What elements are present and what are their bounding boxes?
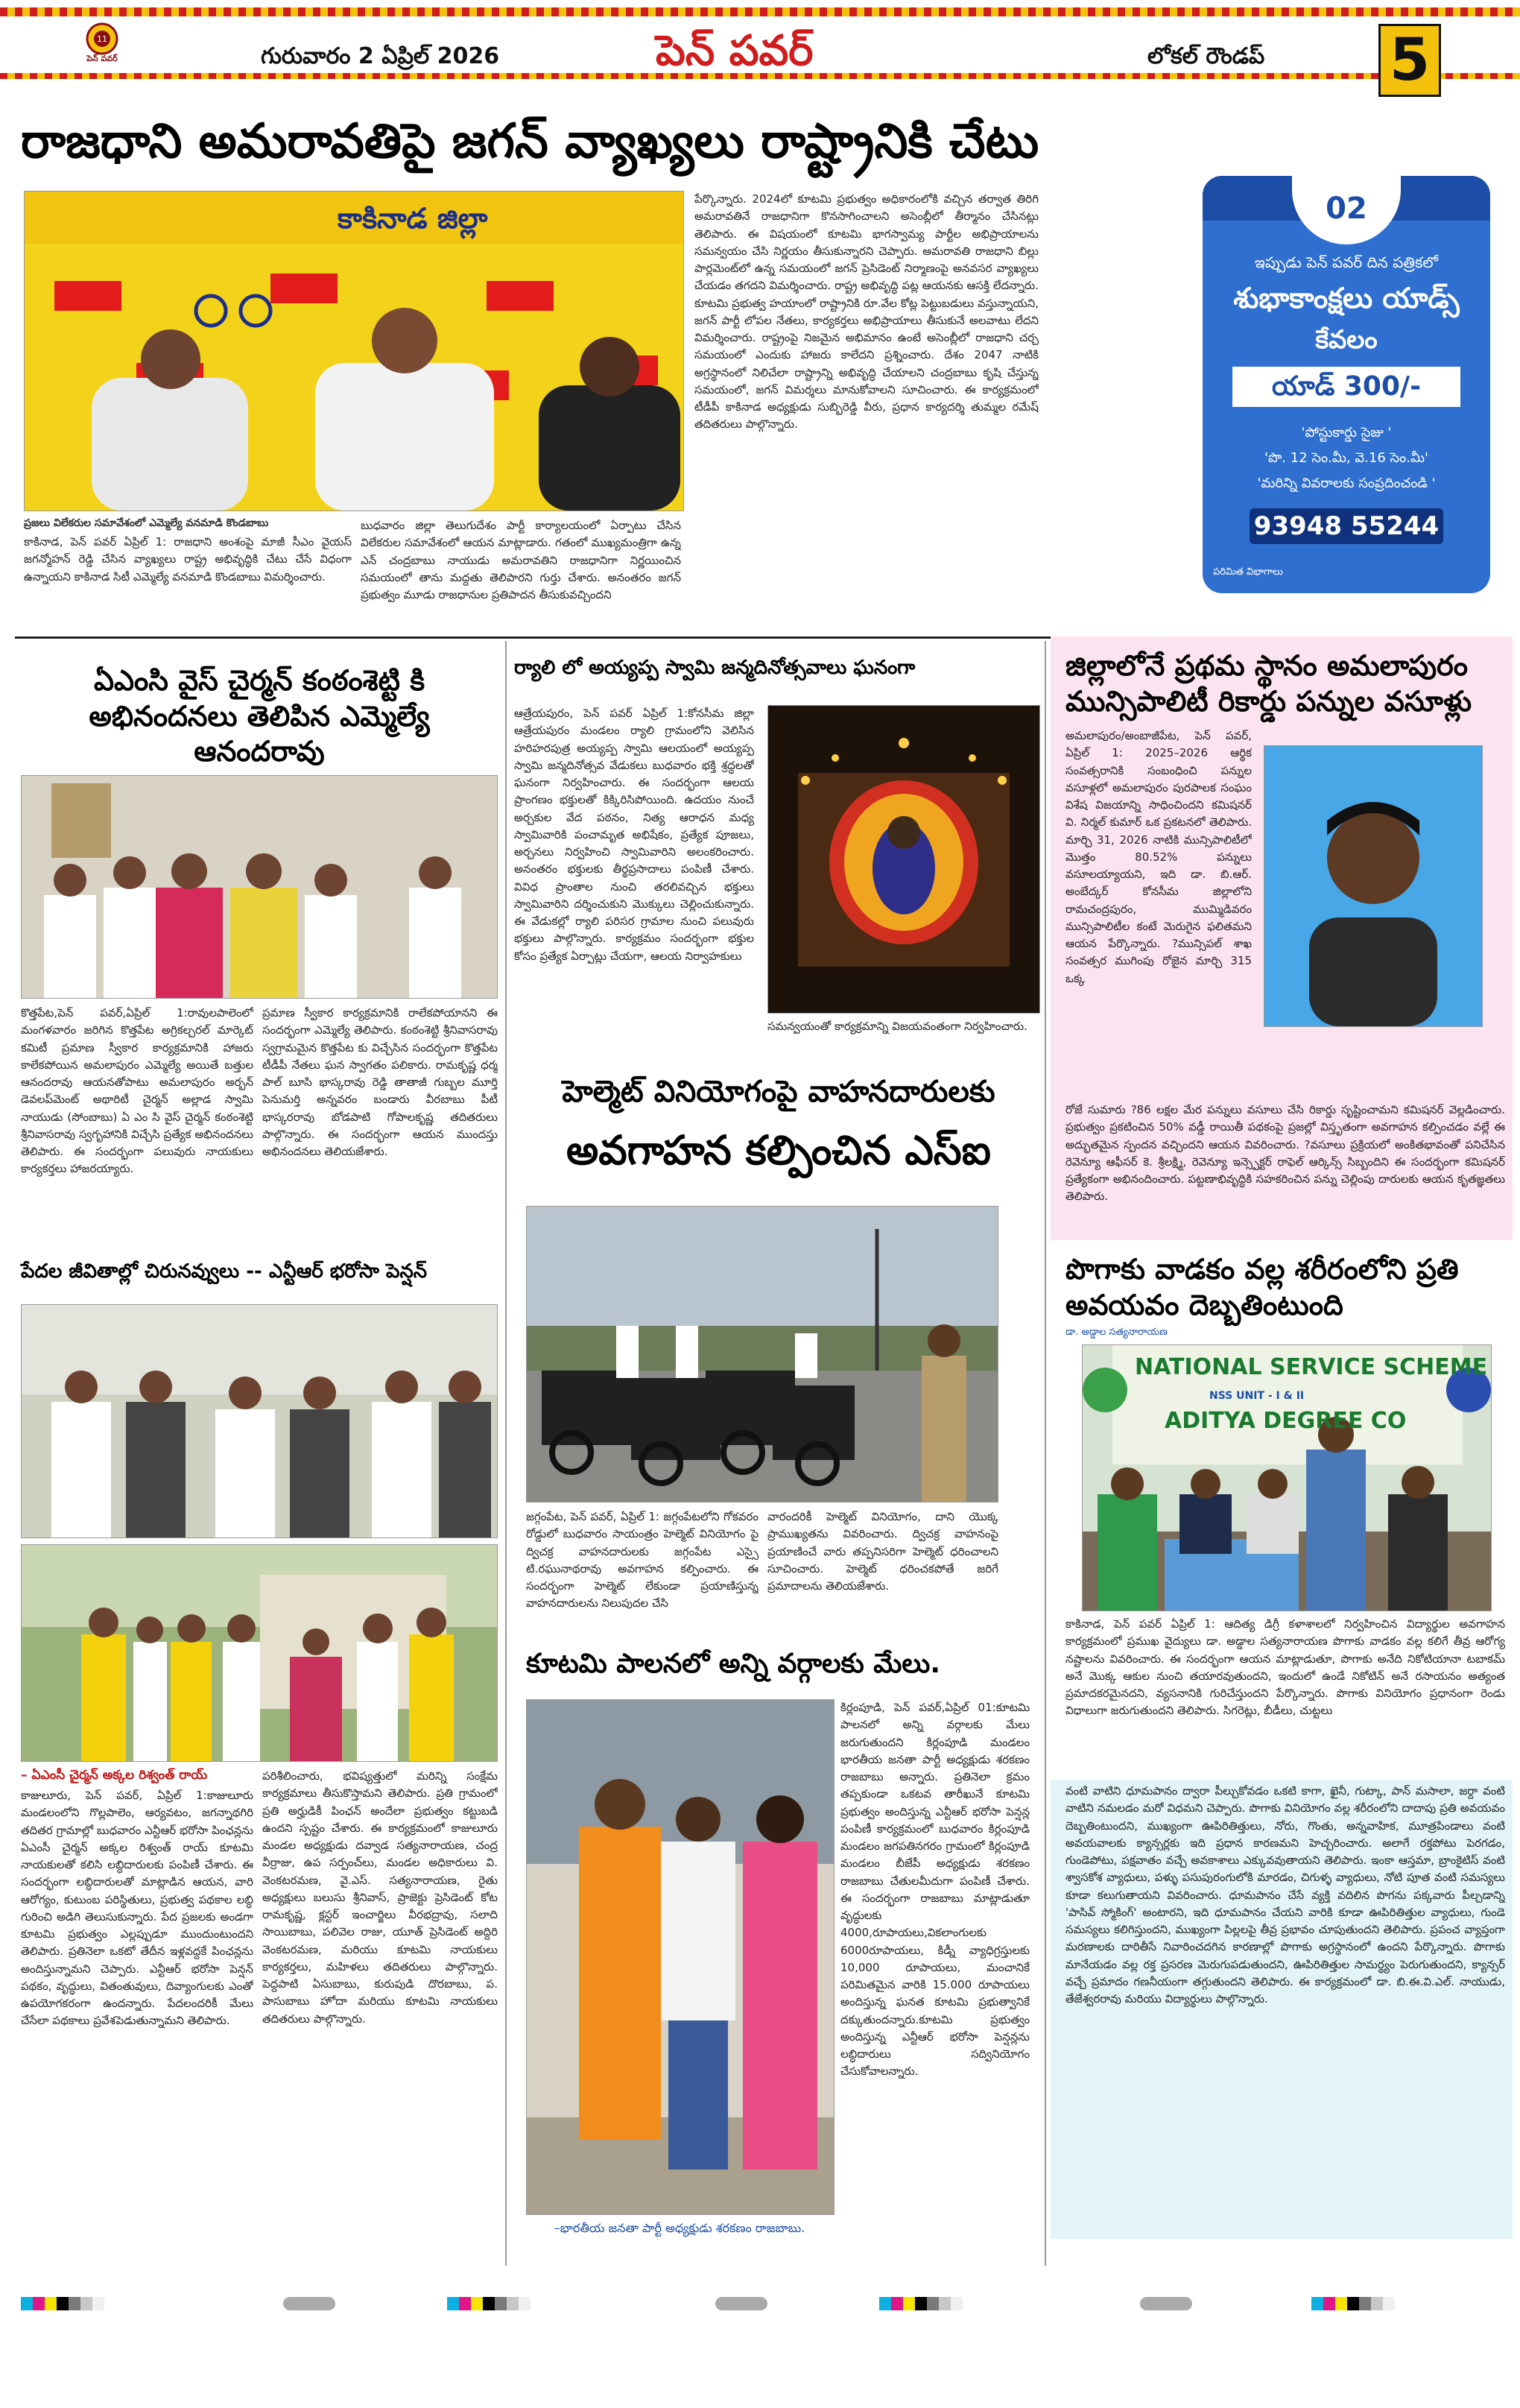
lead-col2: బుధవారం జిల్లా తెలుగుదేశం పార్టీ కార్యాలయంలో ఏర్పాటు చేసిన విలేకరుల సమావేశంలో ఆయన మాట్లాడారు. గతంలో ముఖ్యమంత్రిగా ఉన్న ఎన్ చంద్రబాబు నాయుడు అమరావతిని రాజధానిగా నిర్ణయించిన సమయంలో తాను మద్దతు తెలిపారని గుర్తు చేశారు. అనంతరం జగన్ ప్రభుత్వం మూడు రాజధానుల ప్రతిపాదన తీసుకువచ్చిందని — [361, 519, 681, 601]
ad-details: 'మరిన్ని వివరాలకు సంప్రదించండి ' — [1257, 475, 1436, 491]
lead-photo — [24, 191, 684, 511]
ad-line3: కేవలం — [1315, 325, 1378, 355]
top-stripe — [0, 7, 1520, 16]
issue-date: గురువారం 2 ఏప్రిల్ 2026 — [261, 43, 500, 69]
pension-caption: – ఏఎంసీ చైర్మన్ అక్కల రిశ్వంత్ రాయ్ — [21, 1768, 208, 1783]
amalapuram-intro: అమలాపురం/అంబాజీపేట, పెన్ పవర్, ఏప్రిల్ 1: 2025–2026 ఆర్థిక సంవత్సరానికి సంబంధించి పన్నుల వసూళ్లలో అమలాపురం పురపాలక సంఘం విశేష విజయాన్ని సాధించిందని కమిషనర్ వి. నిర్మల్ కుమార్ ఒక ప్రకటనలో తెలిపారు. మార్చి 31, 2026 నాటికి మున్సిపాలిటీలో మొత్తం 80.52% పన్నులు వసూలయ్యాయని, ఇది డా. బి.ఆర్. అంబేద్కర్ కోనసీమ జిల్లాలోని రామచంద్రపురం, ముమ్మిడివరం మున్సిపాలిటీల కంటే మెరుగైన ఫలితమని ఆయన పేర్కొన్నారు. ?మున్సిపల్ శాఖ సంవత్సర ముగింపు రోజైన మార్చి 315 ఒక్క — [1065, 729, 1252, 985]
pension-col1: కాజులూరు, పెన్ పవర్, ఏప్రిల్ 1:కాజులూరు మండలంలోని గొల్లపాలెం, ఆర్యవటం, జగన్నాథగిరి తదితర గ్రామాల్లో బుధవారం ఎన్టీఆర్ భరోసా పింఛన్లను ఏఎంసీ చైర్మన్ అక్కల రిశ్వంత్ రాయ్ కూటమి నాయకులతో కలిసి లబ్ధిదారులకు పంపిణీ చేశారు. ఈ సందర్భంగా లబ్ధిదారులతో మాట్లాడిన ఆయన, వారి ఆరోగ్యం, కుటుంబ పరిస్థితులు, ప్రభుత్వ పథకాల లబ్ధి గురించి అడిగి తెలుసుకున్నారు. పేద ప్రజలకు అండగా కూటమి ప్రభుత్వం ఎల్లప్పుడూ ముందుంటుందని తెలిపారు. ప్రతినెలా ఒకటో తేదీన ఇళ్లవద్దకే పింఛన్లను అందిస్తున్నామని చెప్పారు. ఎన్టీఆర్ భరోసా పెన్షన్ పథకం, వృద్ధులు, వితంతువులు, దివ్యాంగులకు ఎంతో ఉపయోగకరంగా ఉందన్నారు. పేదలందరికీ మేలు చేసేలా పథకాలు ప్రవేశపెడుతున్నామని తెలిపారు. — [21, 1789, 253, 2028]
paper-name: పెన్ పవర్ — [656, 27, 814, 75]
ad-phone: 93948 55244 — [1250, 508, 1443, 544]
kutami-caption: –భారతీయ జనతా పార్టీ అధ్యక్షుడు శరకణం రాజబాబు. — [554, 2221, 805, 2235]
page-number: 5 — [1378, 24, 1441, 97]
section-divider — [15, 636, 1054, 639]
lead-headline: రాజధాని అమరావతిపై జగన్ వ్యాఖ్యలు రాష్ట్రానికి చేటు — [21, 114, 1039, 169]
pension-photo-2 — [21, 1544, 498, 1762]
tobacco-body1: కాకినాడ, పెన్ పవర్ ఏప్రిల్ 1: ఆదిత్య డిగ్రీ కళాశాలలో నిర్వహించిన విద్యార్థుల అవగాహన కార్యక్రమంలో ప్రముఖ వైద్యులు డా. అడ్డాల సత్యనారాయణ పొగాకు వాడకం వల్ల కలిగే తీవ్ర ఆరోగ్య నష్టాలను వివరించారు. ఈ సందర్భంగా ఆయన మాట్లాడుతూ, పొగాకు అనేది నికోటియానా టబాకమ్ అనే మొక్క ఆకుల నుంచి తయారవుతుందని, ఇందులో ఉండే నికోటిన్ అనే రసాయనం అత్యంత ప్రమాదకరమైనదని, వ్యసనానికి గురిచేస్తుందని పేర్కొన్నారు. పొగాకు వినియోగం ప్రధానంగా రెండు విధాలుగా జరుగుతుందని తెలిపారు. సిగరెట్లు, బీడీలు, చుట్టలు — [1065, 1617, 1505, 1718]
ad-number: 02 — [1292, 176, 1401, 244]
helmet-headline-line2: అవగాహన కల్పించిన ఎస్ఐ — [566, 1127, 991, 1174]
tobacco-headline: పొగాకు వాడకం వల్ల శరీరంలోని ప్రతి అవయవం దెబ్బతింటుంది — [1065, 1253, 1459, 1321]
ayyappa-tail: సమన్వయంతో కార్యక్రమాన్ని విజయవంతంగా నిర్వహించారు. — [767, 1020, 1027, 1033]
color-reg-strip-4 — [1311, 2297, 1395, 2310]
logo-text: పెన్ పవర్ — [86, 54, 118, 63]
ayyappa-body: ఆత్రేయపురం, పెన్ పవర్ ఏప్రిల్ 1:కోనసీమ జిల్లా ఆత్రేయపురం మండలం ర్యాలి గ్రామంలోని వెలిసిన హరిహరపుత్ర అయ్యప్ప స్వామి ఆలయంలో అయ్యప్ప స్వామి జన్మదినోత్సవ వేడుకలు బుధవారం భక్తి శ్రద్ధలతో ఘనంగా నిర్వహించారు. ఈ సందర్భంగా ఆలయ ప్రాంగణం భక్తులతో కిక్కిరిసిపోయింది. ఉదయం నుంచే అర్చకుల వేద పఠనం, నిత్య ఆరాధన మధ్య స్వామివారికి పంచామృత అభిషేకం, ప్రత్యేక పూజలు, అర్చనలు నిర్వహించి స్వామివారిని అలంకరించారు. అనంతరం భక్తులకు తీర్థప్రసాదాలు పంపిణీ చేశారు. వివిధ ప్రాంతాల నుంచి తరలివచ్చిన భక్తులు స్వామివారిని దర్శించుకుని మొక్కులు చెల్లించుకున్నారు. ఈ వేడుకల్లో ర్యాలి పరిసర గ్రామాల నుంచి పలువురు భక్తులు పాల్గొన్నారు. కార్యక్రమం సందర్భంగా భక్తుల కోసం ప్రత్యేక ఏర్పాట్లు చేయగా, ఆలయ నిర్వాహకులు — [514, 707, 754, 963]
ad-line1: ఇప్పుడు పెన్ పవర్ దిన పత్రికలో — [1255, 253, 1438, 271]
commissioner-photo — [1264, 745, 1483, 1027]
amc-col1: కొత్తపేట,పెన్ పవర్,ఏప్రిల్ 1:రావులపాలెంలో మంగళవారం జరిగిన కొత్తపేట అగ్రికల్చరల్ మార్కెట్ కమిటీ ప్రమాణ స్వీకార కార్యక్రమానికి హాజరు కాలేకపోయిన అమలాపురం ఎమ్మెల్యే అయితే బత్తుల ఆనందరావు ఆయనతోపాటు అమలాపురం అర్బన్ డెవలప్‌మెంట్ అథారిటీ చైర్మన్ అల్లాడ స్వామి నాయుడు (సోంబాబు) ఏ ఎం సి వైస్ చైర్మన్ కంఠంశెట్టి శ్రీనివాసరావు స్వగృహానికి విచ్చేసి ప్రత్యేక అభినందనలు తెలిపారు. ఈ సందర్భంగా పలువురు నాయకులు కార్యకర్తలు హాజరయ్యారు. — [21, 1006, 253, 1176]
color-reg-strip-3 — [879, 2297, 963, 2310]
pension-col2: పరిశీలించారు, భవిష్యత్తులో మరిన్ని సంక్షేమ కార్యక్రమాలు తీసుకొస్తామని తెలిపారు. ప్రతి గ్రామంలో ప్రతి అర్హుడికీ పింఛన్ అందేలా ప్రభుత్వం కట్టుబడి ఉందని స్పష్టం చేశారు. ఈ కార్యక్రమంలో కాజులూరు మండల అధ్యక్షుడు దవ్వాడ సత్యనారాయణ, చంద్ర వీర్రాజు, ఉప సర్పంచ్‌లు, మండల అధికారులు వి. వెంకటరమణ, వై.ఎస్. సత్యనారాయణ, రైతు అధ్యక్షులు బలుసు శ్రీనివాస్, ప్రాజెక్టు ప్రెసిడెంట్ కోట రామకృష్ణ, క్లస్టర్ ఇంచార్జిలు వీరభద్రావు, సలాది సాయిబాబు, పలివెల రాజు, యూత్ ప్రెసిడెంట్ అద్దిరి వెంకటరమణ, మరియు కూటమి నాయకులు కార్యకర్తలు, మహిళలు తదితరులు పాల్గొన్నారు. పెద్దపాటి ఏసుబాబు, కురుపుడి దొరబాబు, ప. పాసుబాబు హోదా మరియు కూటమి నాయకులు తదితరులు పాల్గొన్నారు. — [262, 1769, 498, 2026]
pension-headline: పేదల జీవితాల్లో చిరునవ్వులు -- ఎన్టీఆర్ భరోసా పెన్షన్ — [21, 1260, 428, 1283]
paper-logo — [77, 19, 127, 69]
tobacco-byline: డా. అడ్డాల సత్యనారాయణ — [1065, 1327, 1168, 1338]
lead-col1: కాకినాడ, పెన్ పవర్ ఏప్రిల్ 1: రాజధాని అంశంపై మాజీ సీఎం వైయస్ జగన్మోహన్ రెడ్డి చేసిన వ్యాఖ్యలు రాష్ట్ర అభివృద్ధికి చేటు చేసే విధంగా ఉన్నాయని కాకినాడ సిటీ ఎమ్మెల్యే వనమాడి కొండబాబు విమర్శించారు. — [24, 535, 352, 584]
lead-photo-caption: ప్రజలు విలేకరుల సమావేశంలో ఎమ్మెల్యే వనమాడి కొండబాబు — [24, 517, 269, 529]
reg-oval-1 — [283, 2297, 335, 2310]
amc-col2: ప్రమాణ స్వీకార కార్యక్రమానికి రాలేకపోయానని ఈ సందర్భంగా ఎమ్మెల్యే తెలిపారు. కంఠంశెట్టి శ్రీనివాసరావు స్వగ్రామమైన కొత్తపేట కు విచ్చేసిన సందర్భంగా కొత్తపేట టీడీపీ నేతలు ఘన స్వాగతం పలికారు. రామకృష్ణ ధర్మ పాల్ బూసి భాస్కరావు రెడ్డి తాతాజీ గుబ్బల మూర్తి పెనుమర్తి అన్నవరం బండారు వీరబాబు పీటీ భాస్కరరావు బోడపాటి గోపాలకృష్ణ తదితరులు పాల్గొన్నారు. ఈ సందర్భంగా ఆయన ముందస్తు అభినందనలు తెలియజేశారు. — [262, 1006, 498, 1158]
pension-photo-1 — [21, 1304, 498, 1538]
color-reg-strip-1 — [21, 2297, 104, 2310]
ad-size-label: 'పోస్టుకార్డు సైజు ' — [1301, 425, 1392, 440]
lead-col3: పేర్కొన్నారు. 2024లో కూటమి ప్రభుత్వం అధికారంలోకి వచ్చిన తర్వాత తిరిగి అమరావతినే రాజధానిగా కొనసాగించాలని అసెంబ్లీలో తీర్మానం చేసినట్లు తెలిపారు. ఈ విషయంలో కూటమి భాగస్వామ్య పార్టీల అభిప్రాయాలను సమన్వయం చేసి నిర్ణయం తీసుకున్నారని చెప్పారు. అమరావతి రాజధాని బిల్లు పార్లమెంట్‌లో ఉన్న సమయంలో జగన్ ప్రెసిడెంట్ నిర్మాణంపై అనవసర వ్యాఖ్యలు చేయడం తగదని విమర్శించారు. రాష్ట్ర అభివృద్ధి పట్ల ఆయనకు ఆసక్తి లేదన్నారు. కూటమి ప్రభుత్వ హయాంలో రాష్ట్రానికి రూ.వేల కోట్ల పెట్టుబడులు వస్తున్నాయని, జగన్ పార్టీ లోపల నేతలు, కార్యకర్తలు అభిప్రాయాలు తీసుకునే అలవాటు లేదని విమర్శించారు. రాష్ట్రంపై నిజమైన అభిమానం ఉంటే అసెంబ్లీలో రాజధాని చర్చ సమయంలో ఎందుకు హాజరు కాలేదని ప్రశ్నించారు. దేశం 2047 నాటికి అగ్రస్థానంలో నిలిచేలా రాష్ట్రాన్ని అభివృద్ధి చేయాలని చంద్రబాబు కృషి చేస్తున్న సమయంలో, జగన్ విమర్శలు మానుకోవాలని సూచించారు. ఈ కార్యక్రమంలో టీడీపీ కాకినాడ అధ్యక్షుడు సుబ్బిరెడ్డి వీరు, ప్రధాన కార్యదర్శి తుమ్మల రమేష్ తదితరులు పాల్గొన్నారు. — [694, 192, 1039, 432]
tobacco-photo-sub: NSS UNIT - I & II — [1209, 1390, 1305, 1402]
helmet-headline-line1: హెల్మెట్ వినియోగంపై వాహనదారులకు — [562, 1075, 995, 1109]
ad-size-value: 'పొ. 12 సెం.మీ, వె.16 సెం.మీ' — [1264, 450, 1428, 466]
helmet-photo — [526, 1206, 998, 1502]
ad-footer: పరిమిత విభాగాలు — [1213, 566, 1283, 578]
amalapuram-body: రోజే సుమారు ?86 లక్షల మేర పన్నులు వసూలు చేసి రికార్డు సృష్టించామని కమిషనర్ వెల్లడించారు. ప్రభుత్వం ప్రకటించిన 50% వడ్డీ రాయితీ పథకంపై ప్రజల్లో విస్తృతంగా అవగాహన కల్పించడం వల్లే ఈ అద్భుతమైన స్పందన వచ్చిందని ఆయన వివరించారు. ?వసూలు ప్రక్రియలో అంకితభావంతో పనిచేసిన రెవెన్యూ ఆఫీసర్ కె. శ్రీలక్ష్మి, రెవెన్యూ ఇన్స్పెక్టర్ రాఫెల్ ఆర్కిన్స్ సిబ్బందిని ఈ సందర్భంగా కమిషనర్ ప్రత్యేకంగా అభినందించారు. పట్టణాభివృద్ధికి సహకరించిన పన్ను చెల్లింపు దారులకు ఆయన కృతజ్ఞతలు తెలిపారు. — [1065, 1103, 1505, 1204]
ayyappa-photo — [767, 705, 1040, 1014]
column-rule-1 — [505, 641, 507, 2266]
tobacco-body2: వంటి వాటిని ధూమపానం ద్వారా పీల్చుకోవడం ఒకటి కాగా, ఖైనీ, గుట్కా, పాన్ మసాలా, జర్దా వంటి వాటిని నమలడం మరో విధమని చెప్పారు. పొగాకు వినియోగం వల్ల శరీరంలోని దాదాపు ప్రతి అవయవం దెబ్బతింటుందని, ముఖ్యంగా ఊపిరితిత్తులు, నోరు, గొంతు, అన్నవాహిక, మూత్రపిండాలు వంటి అవయవాలకు క్యాన్సర్లకు ఇది ప్రధాన కారణమని హెచ్చరించారు. అలాగే రక్తపోటు పెరగడం, గుండెపోటు, పక్షవాతం వచ్చే అవకాశాలు ఎక్కువవుతాయని తెలిపారు. ఇంకా ఆస్తమా, బ్రాంకైటిస్ వంటి శ్వాసకోశ వ్యాధులు, పళ్ళు పసుపురంగులోకి మారడం, చిగుళ్ళ వ్యాధులు, నోటి పూత వంటి సమస్యలు కూడా కలుగుతాయని వివరించారు. ధూమపానం చేసే వ్యక్తి వదిలిన పొగను పక్కవారు పీల్చడాన్ని 'పాసివ్ స్మోకింగ్' అంటారని, ఇది ధూమపానం చేయని వారికి కూడా ఊపిరితిత్తుల వ్యాధులు, గుండె సమస్యలు కలిగిస్తుందని, ముఖ్యంగా పిల్లలపై తీవ్ర ప్రభావం చూపుతుందని తెలిపారు. ప్రపంచ వ్యాప్తంగా మరణాలకు దారితీసే నివారించదగిన కారణాల్లో పొగాకు అగ్రస్థానంలో ఉందని పేర్కొన్నారు. పొగాకు మానేయడం వల్ల రక్త ప్రసరణ మెరుగుపడుతుందని, ఊపిరితిత్తుల సామర్థ్యం పెరుగుతుందని, క్యాన్సర్ వచ్చే ప్రమాదం గణనీయంగా తగ్గుతుందని తెలిపారు. ఈ కార్యక్రమంలో డా. బి.ఈ.వి.ఎల్. నాయుడు, తేజేశ్వరరావు మరియు విద్యార్థులు పాల్గొన్నారు. — [1065, 1784, 1505, 2006]
amalapuram-headline: జిల్లాలోనే ప్రథమ స్థానం అమలాపురం మున్సిపాలిటీ రికార్డు పన్నుల వసూళ్లు — [1065, 649, 1472, 718]
helmet-col2: వారందరికీ హెల్మెట్ వినియోగం, దాని యొక్క ప్రాముఖ్యతను వివరించారు. ద్విచక్ర వాహనంపై ప్రయాణించే వారు తప్పనిసరిగా హెల్మెట్ ధరించాలని సూచించారు. హెల్మెట్ ధరించకపోతే జరిగే ప్రమాదాలను తెలియజేశారు. — [767, 1510, 998, 1593]
tobacco-photo-college: ADITYA DEGREE CO — [1165, 1408, 1407, 1434]
ad-box — [1203, 176, 1490, 593]
amc-headline: ఏఎంసి వైస్ చైర్మన్ కంఠంశెట్టి కి అభినందనలు తెలిపిన ఎమ్మెల్యే ఆనందరావు — [89, 664, 430, 768]
column-rule-2 — [1045, 641, 1046, 2266]
helmet-col1: జగ్గంపేట, పెన్ పవర్, ఏప్రిల్ 1: జగ్గంపేటలోని గోకవరం రోడ్డులో బుధవారం సాయంత్రం హెల్మెట్ వినియోగం పై ద్విచక్ర వాహనదారులకు జగ్గంపేట ఎస్సై టి.రఘునాథరావు అవగాహన కల్పించారు. ఈ సందర్భంగా హెల్మెట్ లేకుండా ప్రయాణిస్తున్న వాహనదారులను నిలుపుదల చేసి — [526, 1510, 759, 1611]
lead-photo-banner: కాకినాడ జిల్లా — [338, 202, 488, 235]
svg-text:11: 11 — [97, 34, 107, 44]
reg-oval-3 — [1140, 2297, 1192, 2310]
color-reg-strip-2 — [447, 2297, 531, 2310]
section-name: లోకల్ రౌండప్ — [1147, 43, 1265, 69]
reg-oval-2 — [715, 2297, 767, 2310]
tobacco-photo-banner: NATIONAL SERVICE SCHEME — [1135, 1354, 1488, 1380]
kutami-body: కిర్లంపూడి, పెన్ పవర్,ఏప్రిల్ 01:కూటమి పాలనలో అన్ని వర్గాలకు మేలు జరుగుతుందని కిర్లంపూడి మండలం భారతీయ జనతా పార్టీ అధ్యక్షుడు శరకణం రాజబాబు అన్నారు. ప్రతినెలా క్రమం తప్పకుండా ఒకటవ తారీఖునే కూటమి ప్రభుత్వం అందిస్తున్న ఎన్టీఆర్ భరోసా పెన్షన్ల పంపిణీ కార్యక్రమంలో బుధవారం కిర్లంపూడి మండలం జగపతినగరం గ్రామంలో కిర్లంపూడి మండలం బీజేపీ అధ్యక్షుడు శరకణం రాజబాబు చేతులమీదుగా పంపిణీ చేశారు. ఈ సందర్భంగా రాజబాబు మాట్లాడుతూ వృద్ధులకు 4000,రూపాయలు,వికలాంగులకు 6000రూపాయలు, కిడ్నీ వ్యాధిగ్రస్తులకు 10,000 రూపాయలు, మంచానికే పరిమితమైన వారికి 15.000 రూపాయలు అందిస్తున్న ఘనత కూటమి ప్రభుత్వానికే దక్కుతుందన్నారు.కూటమి ప్రభుత్వం అందిస్తున్న ఎన్టీఆర్ భరోసా పెన్షన్లను లబ్ధిదారులు సద్వినియోగం చేసుకోవాలన్నారు. — [840, 1701, 1030, 2079]
amc-photo — [21, 775, 498, 999]
kutami-headline: కూటమి పాలనలో అన్ని వర్గాలకు మేలు. — [526, 1649, 941, 1679]
ad-price: యాడ్ 300/- — [1232, 367, 1460, 407]
ad-line2: శుభాకాంక్షలు యాడ్స్ — [1233, 282, 1460, 315]
ayyappa-headline: ర్యాలి లో అయ్యప్ప స్వామి జన్మదినోత్సవాలు ఘనంగా — [514, 657, 916, 679]
kutami-photo — [526, 1699, 835, 2215]
tobacco-photo — [1082, 1344, 1492, 1611]
